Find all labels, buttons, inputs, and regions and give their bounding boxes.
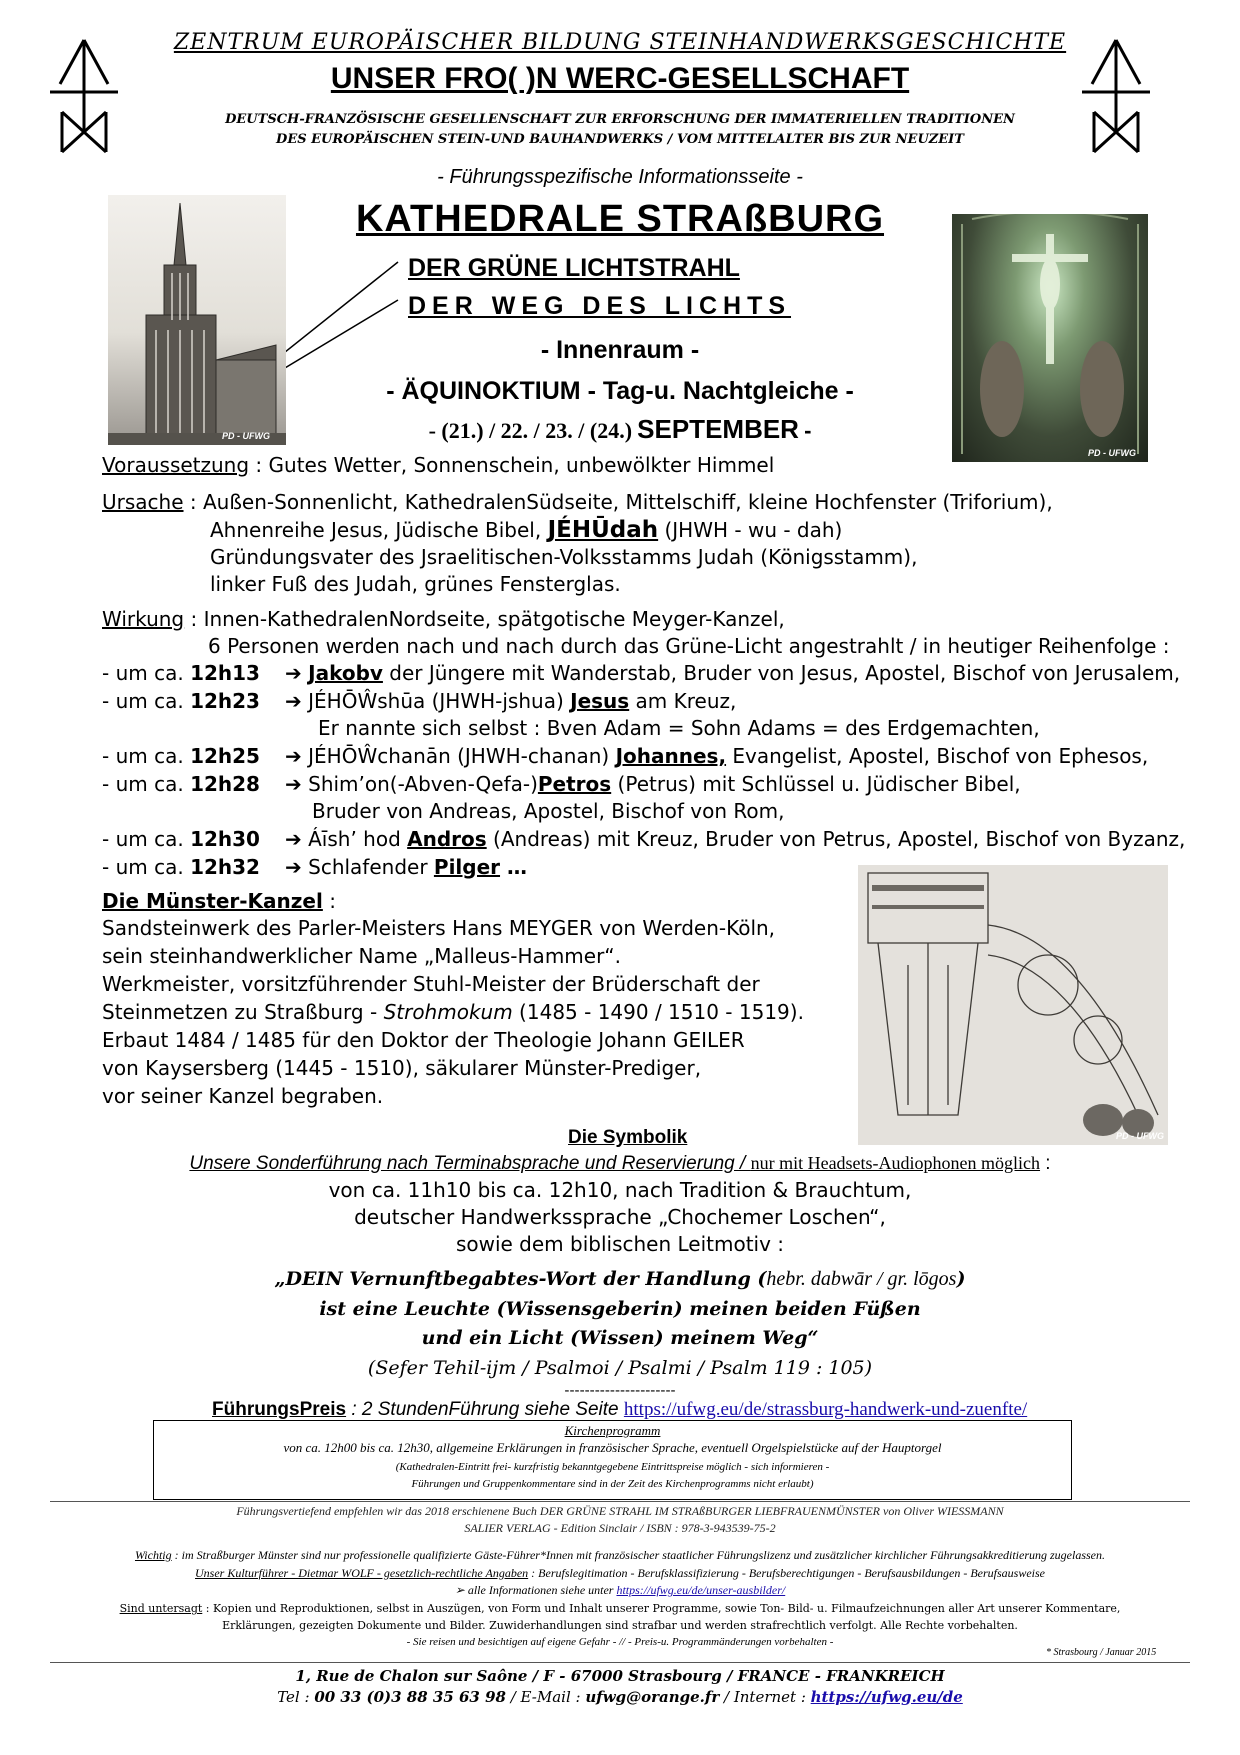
society-title: UNSER FRO( )N WERC-GESELLSCHAFT: [330, 62, 910, 95]
pulpit-heading-line: [102, 889, 336, 913]
judah-name: JÉHŪdah: [547, 517, 659, 543]
cause-line-1: [102, 490, 1053, 514]
person-desc: der Jüngere mit Wanderstab, Bruder von Jesus, Apostel, Bischof von Jerusalem,: [382, 661, 1181, 685]
person-name: Andros: [407, 827, 487, 851]
condition-line: [102, 453, 774, 477]
risk-note: - Sie reisen und besichtigen auf eigene Gefahr - // - Preis-u. Programmänderungen vorbehalten -: [406, 1636, 834, 1648]
arrow-icon: ➔: [285, 855, 302, 879]
quote-1b: hebr. dabwār / gr. lōgos: [766, 1268, 957, 1290]
quote-1a: „DEIN Vernunftbegabtes-Wort der Handlung (: [274, 1268, 767, 1290]
quote-line-2: ist eine Leuchte (Wissensgeberin) meinen beiden Füßen: [319, 1298, 921, 1320]
time-value: 12h23: [190, 689, 260, 713]
person-row-1: [285, 661, 1180, 685]
crucifix-photo: [952, 214, 1148, 462]
prohibited-text: : Kopien und Reproduktionen, selbst in Auszügen, von Form und Inhalt unserer Programme, sowie Ton- Bild- u. Filmaufzeichnungen aller Art unserer Kommentare,: [202, 1602, 1121, 1615]
contact-line: [0, 1688, 1240, 1706]
person-desc: (Andreas) mit Kreuz, Bruder von Petrus, Apostel, Bischof von Byzanz,: [486, 827, 1186, 851]
person-hebrew: JÉHŌŴshūa (JHWH-jshua): [308, 689, 571, 713]
church-program-line-3: Führungen und Gruppenkommentare sind in der Zeit des Kirchenprogramms nicht erlaubt): [411, 1478, 814, 1490]
month-text: SEPTEMBER: [637, 414, 799, 444]
quote-source: (Sefer Tehil-ijm / Psalmoi / Psalmi / Psalm 119 : 105): [367, 1357, 873, 1379]
person-desc: Evangelist, Apostel, Bischof von Ephesos,: [726, 744, 1149, 768]
org-name: ZENTRUM EUROPÄISCHER BILDUNG STEINHANDWERKSGESCHICHTE: [173, 30, 1067, 55]
person-desc: am Kreuz,: [629, 689, 737, 713]
condition-text: : Gutes Wetter, Sonnenschein, unbewölkter Himmel: [249, 453, 775, 477]
cause-line-2: [210, 517, 842, 543]
person-desc: (Petrus) mit Schlüssel u. Jüdischer Bibel,: [611, 772, 1021, 796]
address: 1, Rue de Chalon sur Saône / F - 67000 Strasbourg / FRANCE - FRANKREICH: [295, 1667, 945, 1685]
web-label: / Internet :: [719, 1688, 811, 1706]
trainer-link[interactable]: https://ufwg.eu/de/unser-ausbilder/: [616, 1583, 786, 1597]
divider-1: [50, 1501, 1190, 1502]
guide-info-line: [0, 1566, 1240, 1581]
cause-text-2c: (JHWH - wu - dah): [658, 518, 843, 542]
time-prefix: - um ca.: [102, 772, 191, 796]
pulpit-text-3: Werkmeister, vorsitzführender Stuhl-Meister der Brüderschaft der: [102, 972, 760, 996]
tour-language: deutscher Handwerkssprache „Chochemer Loschen“,: [354, 1205, 886, 1229]
price-link[interactable]: https://ufwg.eu/de/strassburg-handwerk-und-zuenfte/: [623, 1399, 1028, 1420]
society-subtitle-1: DEUTSCH-FRANZÖSISCHE GESELLENSCHAFT ZUR ERFORSCHUNG DER IMMATERIELLEN TRADITIONEN: [225, 112, 1015, 127]
effect-line-2: 6 Personen werden nach und nach durch das Grüne-Licht angestrahlt / in heutiger Reihenfolge :: [208, 634, 1170, 658]
tour-motif: sowie dem biblischen Leitmotiv :: [455, 1232, 785, 1256]
important-line: [0, 1548, 1240, 1563]
arrow-icon: ➔: [285, 772, 302, 796]
arrow-icon: ➔: [285, 744, 302, 768]
way-of-light-title: DER WEG DES LICHTS: [408, 292, 792, 320]
pulpit-text-6: von Kaysersberg (1445 - 1510), säkularer Münster-Prediger,: [102, 1056, 702, 1080]
time-prefix: - um ca.: [102, 689, 191, 713]
person-row-6: [285, 855, 527, 879]
time-value: 12h13: [190, 661, 260, 685]
time-row-1: [102, 661, 260, 685]
effect-label: Wirkung: [102, 607, 185, 631]
person-name: Jakobv: [308, 661, 383, 685]
quote-1c: ): [956, 1268, 966, 1290]
dates-dash: -: [804, 418, 812, 443]
condition-label: Voraussetzung: [102, 453, 250, 477]
person-hebrew: JÉHŌŴchanān (JHWH-chanan): [308, 744, 616, 768]
important-text: : im Straßburger Münster sind nur professionelle qualifizierte Gäste-Führer*Innen mit französischer staatlicher Führungslizenz und zusätzlicher kirchlicher Führungsakkreditierung zugelassen.: [171, 1548, 1106, 1562]
person-name: Petros: [537, 772, 612, 796]
time-value: 12h25: [190, 744, 260, 768]
time-value: 12h30: [190, 827, 260, 851]
tour-note-a: Unsere Sonderführung nach Terminabsprache und Reservierung /: [189, 1153, 751, 1174]
right-image-credit: PD - UFWG: [1088, 448, 1136, 458]
divider-2: [50, 1662, 1190, 1663]
time-row-3: [102, 744, 260, 768]
arrow-icon: ➔: [285, 689, 302, 713]
quote-line-1: [0, 1268, 1240, 1291]
info-page-label: - Führungsspezifische Informationsseite -: [437, 166, 803, 188]
person-name: Pilger: [433, 855, 501, 879]
equinox-label: - ÄQUINOKTIUM - Tag-u. Nachtgleiche -: [386, 377, 854, 405]
prohibited-line-2: Erklärungen, gezeigten Dokumente und Bilder. Zuwiderhandlungen sind strafbar und werden strafrechtlich verfolgt. Alle Rechte vorbehalten.: [222, 1619, 1018, 1632]
person-name: Jesus: [570, 689, 630, 713]
time-prefix: - um ca.: [102, 661, 191, 685]
effect-text-1: : Innen-KathedralenNordseite, spätgotische Meyger-Kanzel,: [184, 607, 785, 631]
mail-address[interactable]: ufwg@orange.fr: [585, 1688, 720, 1706]
book-publisher: SALIER VERLAG - Edition Sinclair / ISBN : 978-3-943539-75-2: [464, 1521, 776, 1535]
arrow-icon: ➔: [285, 661, 302, 685]
pulpit-text-2: sein steinhandwerklicher Name „Malleus-Hammer“.: [102, 944, 622, 968]
tour-time: von ca. 11h10 bis ca. 12h10, nach Tradition & Brauchtum,: [328, 1178, 912, 1202]
price-line: [212, 1398, 1027, 1421]
person-hebrew: Shim’on(-Abven-Qefa-): [308, 772, 538, 796]
pulpit-text-4: [102, 1000, 804, 1024]
all-info-line: [0, 1583, 1240, 1598]
cause-line-3: Gründungsvater des Jsraelitischen-Volksstamms Judah (Königsstamm),: [210, 545, 918, 569]
person-row-5: [285, 827, 1185, 851]
pulpit-engraving-image: [858, 865, 1168, 1145]
tel-label: Tel :: [277, 1688, 315, 1706]
time-prefix: - um ca.: [102, 827, 191, 851]
cathedral-engraving-image: [108, 195, 286, 445]
tour-note-colon: :: [1040, 1153, 1051, 1174]
important-label: Wichtig: [134, 1548, 172, 1562]
pulpit-text-1: Sandsteinwerk des Parler-Meisters Hans MEYGER von Werden-Köln,: [102, 916, 776, 940]
green-ray-title: DER GRÜNE LICHTSTRAHL: [408, 254, 740, 282]
time-value: 12h28: [190, 772, 260, 796]
website-link[interactable]: https://ufwg.eu/de: [810, 1688, 963, 1706]
person-row-2: [285, 689, 736, 713]
prohibited-line-1: [0, 1602, 1240, 1615]
arrow-right-icon: ➢: [454, 1583, 465, 1597]
main-title: KATHEDRALE STRAßBURG: [355, 198, 885, 240]
person-row-4-cont: Bruder von Andreas, Apostel, Bischof von Rom,: [312, 799, 785, 823]
tour-note-headsets: nur mit Headsets-Audiophonen möglich: [750, 1153, 1041, 1173]
date-stamp: * Strasbourg / Januar 2015: [1046, 1647, 1157, 1658]
price-text: : 2 StundenFührung siehe Seite: [346, 1399, 624, 1420]
pulpit-text-4a: Steinmetzen zu Straßburg -: [102, 1000, 384, 1024]
time-prefix: - um ca.: [102, 855, 191, 879]
time-row-4: [102, 772, 260, 796]
arrow-icon: ➔: [285, 827, 302, 851]
cause-label: Ursache: [102, 490, 184, 514]
tel-number: 00 33 (0)3 88 35 63 98: [314, 1688, 506, 1706]
left-image-credit: PD - UFWG: [222, 431, 270, 441]
guide-info-text: : Berufslegitimation - Berufsklassifizierung - Berufsberechtigungen - Berufsausbildungen - Berufsausweise: [528, 1566, 1045, 1580]
person-name: Johannes,: [615, 744, 727, 768]
church-program-title: Kirchenprogramm: [564, 1423, 661, 1438]
person-row-3: [285, 744, 1148, 768]
pulpit-image-credit: PD - UFWG: [1116, 1131, 1164, 1141]
guide-info-label: Unser Kulturführer - Dietmar WOLF - gesetzlich-rechtliche Angaben: [195, 1566, 529, 1580]
person-hebrew: Schlafender: [308, 855, 434, 879]
cause-text-1: : Außen-Sonnenlicht, KathedralenSüdseite, Mittelschiff, kleine Hochfenster (Triforium),: [183, 490, 1053, 514]
dates-text: - (21.) / 22. / 23. / (24.): [428, 418, 633, 443]
pulpit-text-7: vor seiner Kanzel begraben.: [102, 1084, 384, 1108]
effect-line-1: [102, 607, 785, 631]
time-value: 12h32: [190, 855, 260, 879]
church-program-line-1: von ca. 12h00 bis ca. 12h30, allgemeine Erklärungen in französischer Sprache, eventuell Orgelspielstücke auf der Hauptorgel: [283, 1440, 942, 1455]
strohmokum-name: Strohmokum: [383, 1000, 513, 1024]
time-row-6: [102, 855, 260, 879]
time-row-2: [102, 689, 260, 713]
interior-label: - Innenraum -: [540, 336, 700, 364]
time-row-5: [102, 827, 260, 851]
price-label: FührungsPreis: [212, 1399, 347, 1420]
symbolism-heading: Die Symbolik: [568, 1127, 688, 1148]
person-row-2-cont: Er nannte sich selbst : Bven Adam = Sohn Adams = des Erdgemachten,: [318, 716, 1040, 740]
cause-line-4: linker Fuß des Judah, grünes Fensterglas.: [210, 572, 621, 596]
mail-label: / E-Mail :: [505, 1688, 586, 1706]
pulpit-text-4c: (1485 - 1490 / 1510 - 1519).: [512, 1000, 804, 1024]
person-desc: …: [500, 855, 527, 879]
person-hebrew: Áīsh’ hod: [308, 827, 408, 851]
all-info-text: alle Informationen siehe unter: [464, 1583, 617, 1597]
separator-dashes: ----------------------: [564, 1383, 676, 1399]
tour-note-line: [0, 1152, 1240, 1175]
church-program-line-2: (Kathedralen-Eintritt frei- kurzfristig bekanntgegebene Eintrittspreise möglich - sich informieren -: [395, 1461, 830, 1473]
pulpit-text-5: Erbaut 1484 / 1485 für den Doktor der Theologie Johann GEILER: [102, 1028, 745, 1052]
cause-text-2a: Ahnenreihe Jesus, Jüdische Bibel,: [210, 518, 548, 542]
prohibited-label: Sind untersagt: [119, 1602, 203, 1615]
pulpit-heading: Die Münster-Kanzel: [102, 889, 323, 913]
person-row-4: [285, 772, 1021, 796]
society-subtitle-2: DES EUROPÄISCHEN STEIN-UND BAUHANDWERKS / VOM MITTELALTER BIS ZUR NEUZEIT: [276, 132, 964, 147]
quote-line-3: und ein Licht (Wissen) meinem Weg“: [421, 1327, 819, 1349]
book-recommendation: Führungsvertiefend empfehlen wir das 2018 erschienene Buch DER GRÜNE STRAHL IM STRAßBURGER LIEBFRAUENMÜNSTER von Oliver WIESSMANN: [236, 1504, 1004, 1518]
time-prefix: - um ca.: [102, 744, 191, 768]
pulpit-heading-colon: :: [322, 889, 336, 913]
church-program-box: [153, 1420, 1072, 1500]
